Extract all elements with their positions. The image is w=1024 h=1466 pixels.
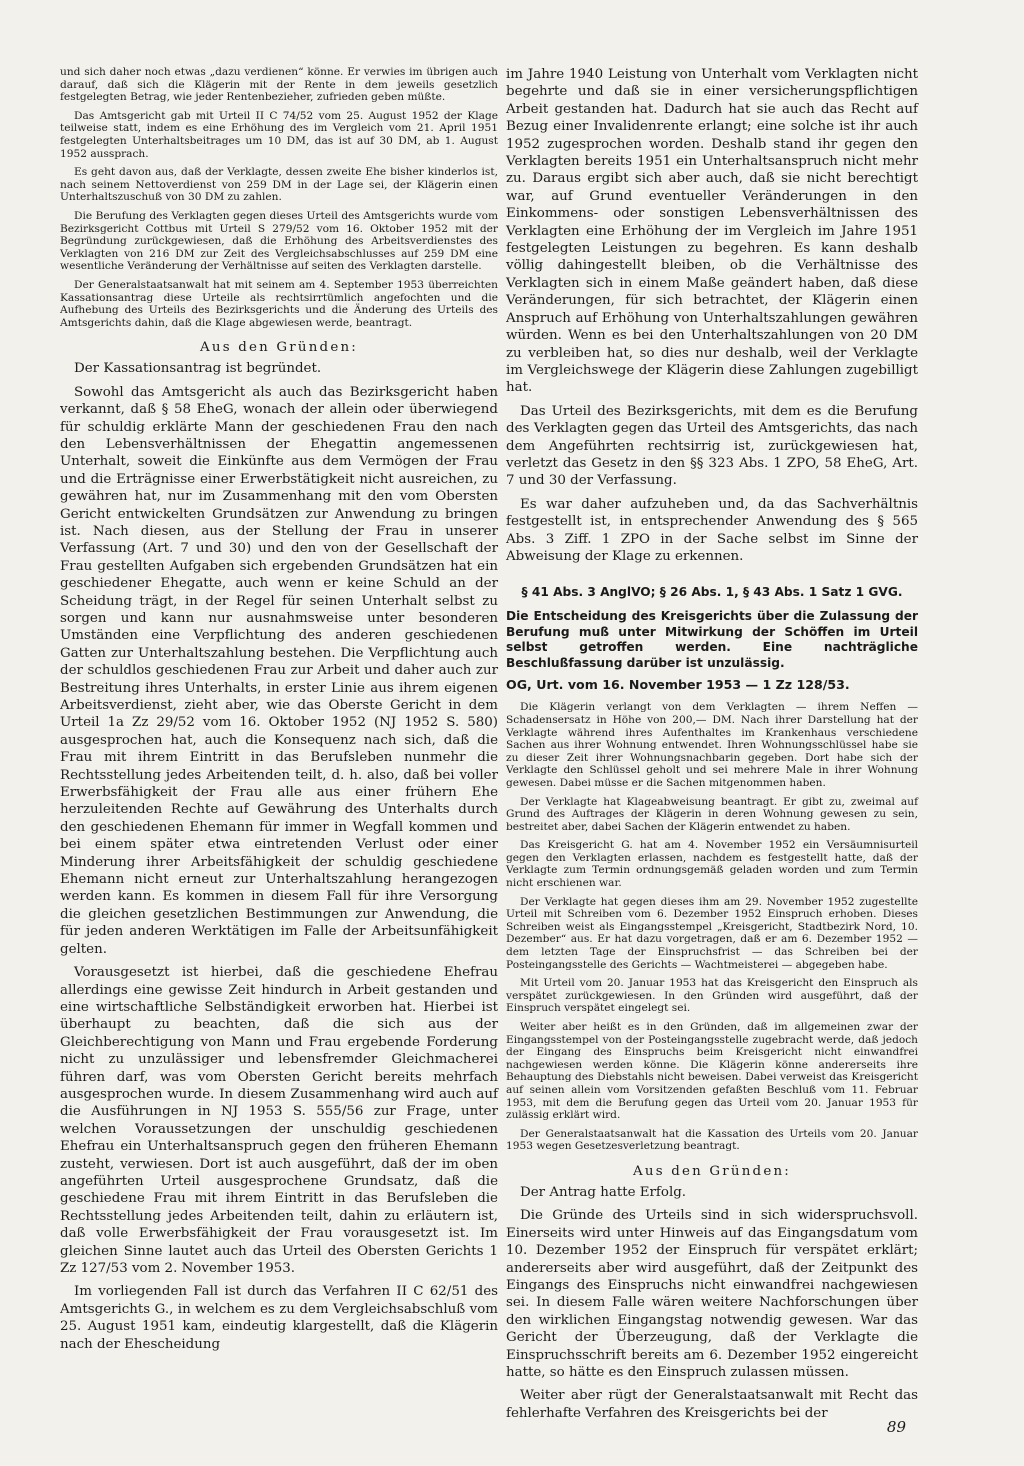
- reasons-paragraph: Der Antrag hatte Erfolg.: [520, 1184, 687, 1200]
- facts-paragraph: Das Kreisgericht G. hat am 4. November 1952 ein Versäumnisurteil gegen den Verklagten erlassen, nachdem es festgestellt hatte, daß der Verklagte zum Termin ordnungsgemäß geladen worden und zum Termin nicht erschienen war.: [506, 839, 918, 890]
- page-number: 89: [886, 1418, 906, 1436]
- body-paragraph: Vorausgesetzt ist hierbei, daß die geschiedene Ehefrau allerdings eine gewisse Zeit hindurch in Arbeit gestanden und eine wirtschaftliche Selbständigkeit erworben hat. Hierbei ist überhaupt zu beachten, daß die sich aus der Gleichberechtigung von Mann und Frau ergebende Forderung nicht zu unzulässiger und lebensfremder Gleichmacherei führen darf, was vom Obersten Gericht bereits mehrfach ausgesprochen wurde. In diesem Zusammenhang wird auch auf die Ausführungen in NJ 1953 S. 555/56 zur Frage, unter welchen Voraussetzungen der unschuldig geschiedenen Ehefrau ein Unterhaltsanspruch gegen den früheren Ehemann zusteht, verwiesen. Dort ist auch ausgeführt, daß der im oben angeführten Urteil ausgesprochene Grundsatz, daß die geschiedene Frau mit ihrem Eintritt in das Berufsleben die Rechtsstellung jedes Arbeitenden teilt, dahin zu erläutern ist, daß volle Erwerbsfähigkeit der Frau vorausgesetzt ist. Im gleichen Sinne lautet auch das Urteil des Obersten Gerichts 1 Zz 127/53 vom 2. November 1953.: [60, 965, 498, 1276]
- appeal-paragraph: Die Berufung des Verklagten gegen dieses Urteil des Amtsgerichts wurde vom Bezirksgericht Cottbus mit Urteil S 279/52 vom 16. Oktober 1952 mit der Begründung zurückgewiesen, daß die Erhöhung des Arbeitsverdienstes des Verklagten von 216 DM zur Zeit des Vergleichsabschlusses auf 259 DM eine wesentliche Veränderung der Verhältnisse auf seiten des Verklagten darstelle.: [60, 209, 498, 273]
- intro-paragraph: und sich daher noch etwas „dazu verdienen“ könne. Er verwies im übrigen auch darauf, daß sich die Klägerin mit der Rente in dem jeweils gesetzlich festgelegten Betrag, wie jeder Rentenbezieher, zufrieden geben müßte.: [60, 66, 498, 104]
- headnote: Die Entscheidung des Kreisgerichts über die Zulassung der Berufung muß unter Mitwirkung der Schöffen im Urteil selbst getroffen werden. Eine nachträgliche Beschlußfassung darüber ist unzulässig.: [506, 608, 918, 670]
- reasons-paragraph: Die Gründe des Urteils sind in sich widerspruchsvoll. Einerseits wird unter Hinweis auf das Eingangsdatum vom 10. Dezember 1952 der Einspruch für verspätet erklärt; andererseits aber wird ausgeführt, daß der Zeitpunkt des Eingangs des Einspruchs nicht einwandfrei nachgewiesen sei. In diesem Falle wären weitere Nachforschungen über den wirklichen Eingangstag notwendig gewesen. War das Gericht der Überzeugung, daß der Verklagte die Einspruchsschrift bereits am 6. Dezember 1952 eingereicht hatte, so hätte es den Einspruch zulassen müssen.: [506, 1208, 918, 1380]
- reasons-paragraph: Weiter aber rügt der Generalstaatsanwalt mit Recht das fehlerhafte Verfahren des Kreisgerichts bei der: [506, 1388, 918, 1421]
- case-reference: OG, Urt. vom 16. November 1953 — 1 Zz 128/53.: [506, 677, 850, 693]
- body-paragraph: Der Kassationsantrag ist begründet.: [74, 361, 322, 377]
- amtsgericht-judgment-paragraph: Das Amtsgericht gab mit Urteil II C 74/52 vom 25. August 1952 der Klage teilweise statt, indem es eine Erhöhung des im Vergleich vom 21. April 1951 festgelegten Unterhaltsbeitrages um 10 DM, das ist auf 30 DM, ab 1. August 1952 aussprach.: [60, 109, 498, 160]
- body-paragraph: im Jahre 1940 Leistung von Unterhalt vom Verklagten nicht begehrte und daß sie in einer versicherungspflichtigen Arbeit gestanden hat. Dadurch hat sie auch das Recht auf Bezug einer Invalidenrente erlangt; eine solche ist ihr auch 1952 zugesprochen worden. Deshalb stand ihr gegen den Verklagten bereits 1951 ein Unterhaltsanspruch nicht mehr zu. Daraus ergibt sich aber auch, daß sie nicht berechtigt war, auf Grund eventueller Veränderungen in den Einkommens- oder sonstigen Lebensverhältnissen des Verklagten eine Erhöhung der im Vergleich im Jahre 1951 festgelegten Leistungen zu begehren. Es kann deshalb völlig dahingestellt bleiben, ob die Verhältnisse des Verklagten sich in einem Maße geändert haben, daß diese Veränderungen, für sich betrachtet, der Klägerin einen Anspruch auf Erhöhung von Unterhaltszahlungen gewähren würden. Wenn es bei den Unterhaltszahlungen von 20 DM zu verbleiben hat, so dies nur deshalb, weil der Verklagte im Vergleichswege der Klägerin diese Zahlungen zugebilligt hat.: [506, 67, 918, 396]
- facts-paragraph: Der Verklagte hat gegen dieses ihm am 29. November 1952 zugestellte Urteil mit Schreiben vom 6. Dezember 1952 Einspruch erhoben. Dieses Schreiben weist als Eingangsstempel „Kreisgericht, Stadtbezirk Nord, 10. Dezember“ aus. Er hat dazu vorgetragen, daß er am 6. Dezember 1952 — dem letzten Tage der Einspruchsfrist — das Schreiben bei der Posteingangsstelle des Gerichts — Wachtmeisterei — abgegeben habe.: [506, 895, 918, 971]
- facts-paragraph: Der Generalstaatsanwalt hat die Kassation des Urteils vom 20. Januar 1953 wegen Gesetzesverletzung beantragt.: [506, 1127, 918, 1153]
- facts-paragraph: Weiter aber heißt es in den Gründen, daß im allgemeinen zwar der Eingangsstempel von der Posteingangsstelle zugebracht werde, daß jedoch der Eingang des Einspruchs beim Kreisgericht nicht einwandfrei nachgewiesen werden könne. Die Klägerin könne andererseits ihre Behauptung des Diebstahls nicht beweisen. Dabei verweist das Kreisgericht auf seinen allein vom Vorsitzenden gefaßten Beschluß vom 11. Februar 1953, mit dem die Berufung gegen das Urteil vom 20. Januar 1953 für zulässig erklärt wird.: [506, 1021, 918, 1122]
- facts-paragraph: Mit Urteil vom 20. Januar 1953 hat das Kreisgericht den Einspruch als verspätet zurückgewiesen. In den Gründen wird ausgeführt, daß der Einspruch verspätet eingelegt sei.: [506, 977, 918, 1015]
- body-paragraph: Es war daher aufzuheben und, da das Sachverhältnis festgestellt ist, in entsprechender Anwendung des § 565 Abs. 3 Ziff. 1 ZPO in der Sache selbst im Sinne der Abweisung der Klage zu erkennen.: [506, 496, 918, 564]
- section-heading-reasons: Aus den Gründen:: [200, 340, 358, 356]
- facts-paragraph: Die Klägerin verlangt von dem Verklagten — ihrem Neffen — Schadensersatz in Höhe von 200,— DM. Nach ihrer Darstellung hat der Verklagte während ihres Aufenthaltes im Krankenhaus verschiedene Sachen aus ihrer Wohnung entwendet. Ihren Wohnungsschlüssel habe sie zu dieser Zeit ihrer Wohnungsnachbarin gegeben. Dort habe sich der Verklagte den Schlüssel geholt und sei mehrere Male in ihrer Wohnung gewesen. Dabei müsse er die Sachen mitgenommen haben.: [506, 701, 918, 789]
- statute-heading: § 41 Abs. 3 AnglVO; § 26 Abs. 1, § 43 Abs. 1 Satz 1 GVG.: [521, 585, 903, 600]
- left-column: [60, 66, 498, 1359]
- right-column: [506, 66, 918, 1428]
- body-paragraph: Sowohl das Amtsgericht als auch das Bezirksgericht haben verkannt, daß § 58 EheG, wonach der allein oder überwiegend für schuldig erklärte Mann der geschiedenen Frau den nach den Lebensverhältnissen der Ehegattin angemessenen Unterhalt, soweit die Einkünfte aus dem Vermögen der Frau und die Erträgnisse einer Erwerbstätigkeit nicht ausreichen, zu gewähren hat, nur im Zusammenhang mit den vom Obersten Gericht entwickelten Grundsätzen zur Anwendung zu bringen ist. Nach diesen, aus der Stellung der Frau in unserer Verfassung (Art. 7 und 30) und den von der Gesellschaft der Frau gestellten Aufgaben sich ergebenden Grundsätzen hat ein geschiedener Ehegatte, auch wenn er keine Schuld an der Scheidung trägt, in der Regel für seinen Unterhalt selbst zu sorgen und kann nur ausnahmsweise unter besonderen Umständen eine Verpflichtung des anderen geschiedenen Gatten zur Unterhaltszahlung bestehen. Die Verpflichtung auch der schuldlos geschiedenen Frau zur Arbeit und daher auch zur Bestreitung ihres Unterhalts, in erster Linie aus ihrem eigenen Arbeitsverdienst, zieht aber, wie das Oberste Gericht in dem Urteil 1a Zz 29/52 vom 16. Oktober 1952 (NJ 1952 S. 580) ausgesprochen hat, auch die Konsequenz nach sich, daß die Frau mit ihrem Eintritt in das Berufsleben nunmehr die Rechtsstellung jedes Arbeitenden teilt, d. h. also, daß bei voller Erwerbsfähigkeit der Frau alle aus einer frühern Ehe herzuleitenden Rechte auf Gewährung des Unterhalts durch den geschiedenen Ehemann für immer in Wegfall kommen und bei einem später etwa eintretenden Verlust oder einer Minderung ihrer Arbeitsfähigkeit der schuldig geschiedene Ehemann nicht erneut zur Unterhaltszahlung herangezogen werden kann. Es kommen in diesem Fall für ihre Versorgung die gleichen gesetzlichen Bestimmungen zur Anwendung, die für jeden anderen Werktätigen im Falle der Arbeitsunfähigkeit gelten.: [60, 384, 498, 957]
- section-heading-reasons: Aus den Gründen:: [633, 1163, 791, 1179]
- amtsgericht-reasoning-paragraph: Es geht davon aus, daß der Verklagte, dessen zweite Ehe bisher kinderlos ist, nach seinem Nettoverdienst von 259 DM in der Lage sei, der Klägerin einen Unterhaltszuschuß von 30 DM zu zahlen.: [60, 166, 498, 204]
- facts-paragraph: Der Verklagte hat Klageabweisung beantragt. Er gibt zu, zweimal auf Grund des Auftrages der Klägerin in deren Wohnung gewesen zu sein, bestreitet aber, dabei Sachen der Klägerin entwendet zu haben.: [506, 795, 918, 833]
- body-paragraph: Das Urteil des Bezirksgerichts, mit dem es die Berufung des Verklagten gegen das Urteil des Amtsgerichts, das nach dem Angeführten rechtsirrig ist, zurückgewiesen hat, verletzt das Gesetz in den §§ 323 Abs. 1 ZPO, 58 EheG, Art. 7 und 30 der Verfassung.: [506, 403, 918, 489]
- cassation-request-paragraph: Der Generalstaatsanwalt hat mit seinem am 4. September 1953 überreichten Kassationsantrag diese Urteile als rechtsirrtümlich angefochten und die Aufhebung des Urteils des Bezirksgerichts und die Änderung des Urteils des Amtsgerichts dahin, daß die Klage abgewiesen werde, beantragt.: [60, 278, 498, 329]
- body-paragraph: Im vorliegenden Fall ist durch das Verfahren II C 62/51 des Amtsgerichts G., in welchem es zu dem Vergleichsabschluß vom 25. August 1951 kam, eindeutig klargestellt, daß die Klägerin nach der Ehescheidung: [60, 1284, 498, 1352]
